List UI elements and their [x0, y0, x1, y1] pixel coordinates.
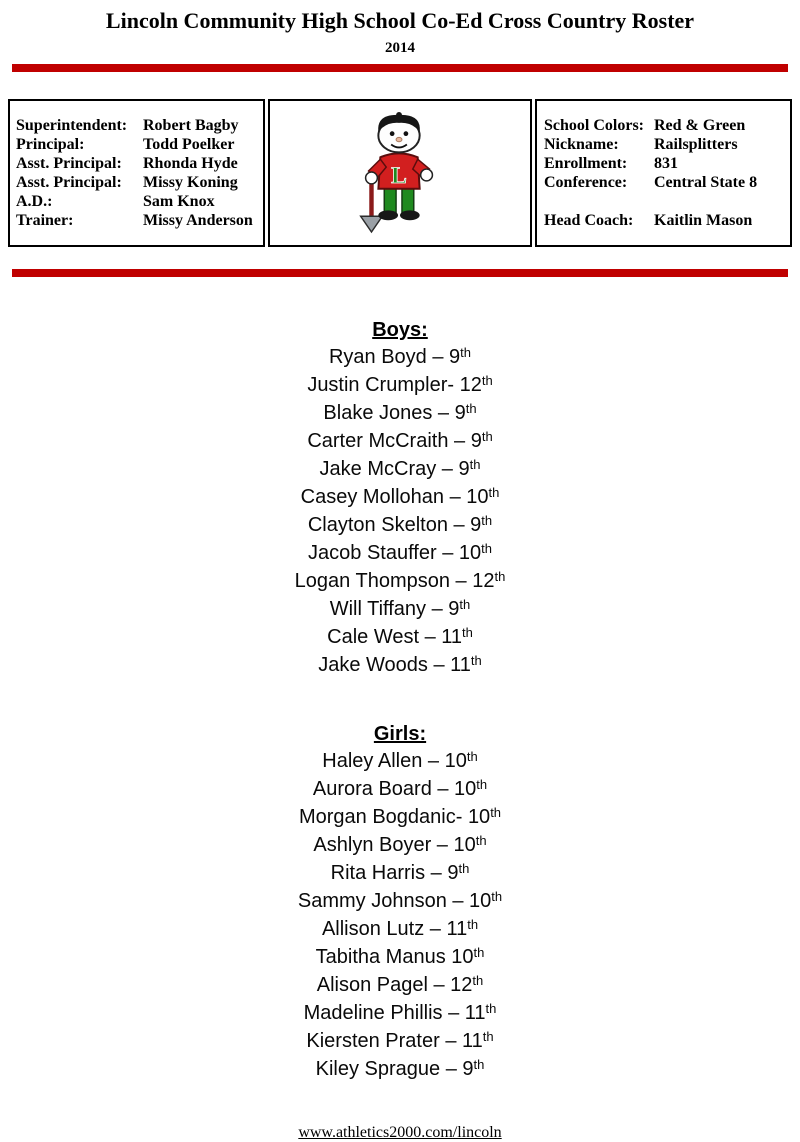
roster-entry-text: Sammy Johnson – 10 — [297, 890, 492, 912]
grade-suffix: th — [466, 749, 478, 765]
grade-suffix: th — [475, 833, 487, 849]
info-value: 831 — [654, 155, 678, 172]
roster-entry-text: Carter McCraith – 9 — [307, 430, 482, 452]
roster-entry — [0, 832, 800, 860]
roster-entry — [0, 972, 800, 1000]
middle-divider — [12, 269, 788, 277]
info-value: Kaitlin Mason — [654, 212, 753, 229]
roster-entry — [0, 1000, 800, 1028]
roster-entry — [0, 916, 800, 944]
roster-entry-text: Kiley Sprague – 9 — [315, 1058, 474, 1080]
grade-suffix: th — [460, 345, 472, 361]
roster-entry — [0, 944, 800, 972]
roster-entry — [0, 428, 800, 456]
roster-entry-text: Justin Crumpler- 12 — [307, 374, 482, 396]
info-label: Asst. Principal: — [16, 174, 122, 191]
grade-suffix: th — [481, 429, 493, 445]
roster-entry-text: Jake McCray – 9 — [319, 458, 470, 480]
grade-suffix: th — [459, 597, 471, 613]
roster-entry — [0, 748, 800, 776]
info-row — [544, 173, 784, 192]
info-label: Superintendent: — [16, 117, 128, 134]
info-label: Trainer: — [16, 212, 74, 229]
roster-entry-text: Logan Thompson – 12 — [294, 570, 495, 592]
info-label: Principal: — [16, 136, 85, 153]
mascot-glove — [366, 172, 378, 184]
roster-section — [0, 277, 800, 1084]
roster-entry-text: Jake Woods – 11 — [318, 654, 471, 676]
roster-entry — [0, 1028, 800, 1056]
roster-entry-text: Will Tiffany – 9 — [329, 598, 460, 620]
grade-suffix: th — [467, 917, 479, 933]
roster-entry-text: Alison Pagel – 12 — [316, 974, 473, 996]
mascot-eye — [390, 131, 395, 136]
roster-entry-text: Ashlyn Boyer – 10 — [313, 834, 476, 856]
roster-entry — [0, 624, 800, 652]
page-year: 2014 — [385, 40, 415, 56]
grade-suffix: th — [473, 945, 485, 961]
roster-entry — [0, 456, 800, 484]
mascot-hair-curl — [396, 112, 402, 118]
school-info-box — [535, 99, 792, 247]
roster-entry — [0, 372, 800, 400]
staff-info-box — [8, 99, 265, 247]
grade-suffix: th — [458, 861, 470, 877]
info-label: Asst. Principal: — [16, 155, 122, 172]
info-label: Nickname: — [544, 136, 619, 153]
info-label: A.D.: — [16, 193, 53, 210]
info-value: Missy Koning — [143, 174, 238, 191]
grade-suffix: th — [472, 973, 484, 989]
grade-suffix: th — [482, 1029, 494, 1045]
grade-suffix: th — [485, 1001, 497, 1017]
grade-suffix: th — [481, 373, 493, 389]
top-divider — [12, 64, 788, 72]
info-row — [16, 192, 257, 211]
roster-entry-text: Blake Jones – 9 — [323, 402, 466, 424]
mascot-nose — [396, 137, 402, 141]
roster-entry — [0, 512, 800, 540]
roster-entry — [0, 400, 800, 428]
mascot-shoe — [378, 210, 398, 220]
axe-head — [361, 216, 383, 232]
info-value: Rhonda Hyde — [143, 155, 238, 172]
girls-list — [0, 748, 800, 1084]
info-value: Central State 8 — [654, 174, 758, 191]
roster-entry-text: Tabitha Manus 10 — [315, 946, 474, 968]
roster-entry — [0, 540, 800, 568]
grade-suffix: th — [476, 777, 488, 793]
railsplitter-mascot-icon — [341, 108, 459, 238]
roster-entry-text: Kiersten Prater – 11 — [306, 1030, 483, 1052]
boys-heading: Boys: — [372, 319, 428, 341]
info-row — [16, 116, 257, 135]
roster-entry-text: Jacob Stauffer – 10 — [308, 542, 482, 564]
info-row — [544, 116, 784, 135]
grade-suffix: th — [481, 513, 493, 529]
roster-entry — [0, 804, 800, 832]
info-row — [16, 154, 257, 173]
boys-list — [0, 344, 800, 680]
roster-entry-text: Clayton Skelton – 9 — [307, 514, 482, 536]
grade-suffix: th — [462, 625, 473, 641]
roster-entry — [0, 776, 800, 804]
mascot-glove — [421, 169, 433, 181]
info-value: Red & Green — [654, 117, 746, 134]
mascot-eye — [404, 131, 409, 136]
grade-suffix: th — [465, 401, 477, 417]
page-title: Lincoln Community High School Co-Ed Cross Country Roster — [105, 8, 695, 33]
roster-entry — [0, 344, 800, 372]
grade-suffix: th — [491, 889, 503, 905]
mascot-box — [268, 99, 532, 247]
roster-entry-text: Haley Allen – 10 — [322, 750, 467, 772]
roster-entry — [0, 1056, 800, 1084]
grade-suffix: th — [494, 569, 506, 585]
info-value: Missy Anderson — [143, 212, 253, 229]
roster-entry — [0, 860, 800, 888]
roster-entry — [0, 484, 800, 512]
info-section — [8, 99, 792, 247]
info-value: Railsplitters — [654, 136, 738, 153]
roster-entry — [0, 652, 800, 680]
grade-suffix: th — [470, 653, 482, 669]
roster-entry-text: Casey Mollohan – 10 — [300, 486, 489, 508]
roster-entry-text: Rita Harris – 9 — [330, 862, 459, 884]
grade-suffix: th — [490, 805, 502, 821]
info-row — [544, 135, 784, 154]
info-label: Enrollment: — [544, 155, 628, 172]
roster-entry-text: Morgan Bogdanic- 10 — [298, 806, 491, 828]
info-label: Head Coach: — [544, 212, 634, 229]
athletics-link[interactable]: www.athletics2000.com/lincoln — [298, 1124, 502, 1141]
grade-suffix: th — [481, 541, 492, 557]
mascot-shoe — [400, 210, 420, 220]
grade-suffix: th — [488, 485, 500, 501]
footer — [0, 1124, 800, 1142]
roster-entry-text: Aurora Board – 10 — [312, 778, 477, 800]
info-value: Robert Bagby — [143, 117, 239, 134]
roster-entry — [0, 596, 800, 624]
roster-entry-text: Cale West – 11 — [327, 626, 463, 648]
info-row — [16, 211, 257, 230]
info-value: Sam Knox — [143, 193, 215, 210]
girls-heading: Girls: — [373, 723, 427, 745]
grade-suffix: th — [469, 457, 481, 473]
info-row — [544, 211, 784, 230]
info-label: School Colors: — [544, 117, 644, 134]
grade-suffix: th — [473, 1057, 485, 1073]
info-row — [16, 135, 257, 154]
info-row — [544, 154, 784, 173]
roster-entry — [0, 568, 800, 596]
info-value: Todd Poelker — [143, 136, 235, 153]
info-row — [16, 173, 257, 192]
roster-entry-text: Ryan Boyd – 9 — [328, 346, 461, 368]
roster-entry-text: Madeline Phillis – 11 — [303, 1002, 486, 1024]
mascot-letter: L — [391, 162, 407, 189]
roster-entry-text: Allison Lutz – 11 — [321, 918, 468, 940]
roster-entry — [0, 888, 800, 916]
info-label: Conference: — [544, 174, 628, 191]
